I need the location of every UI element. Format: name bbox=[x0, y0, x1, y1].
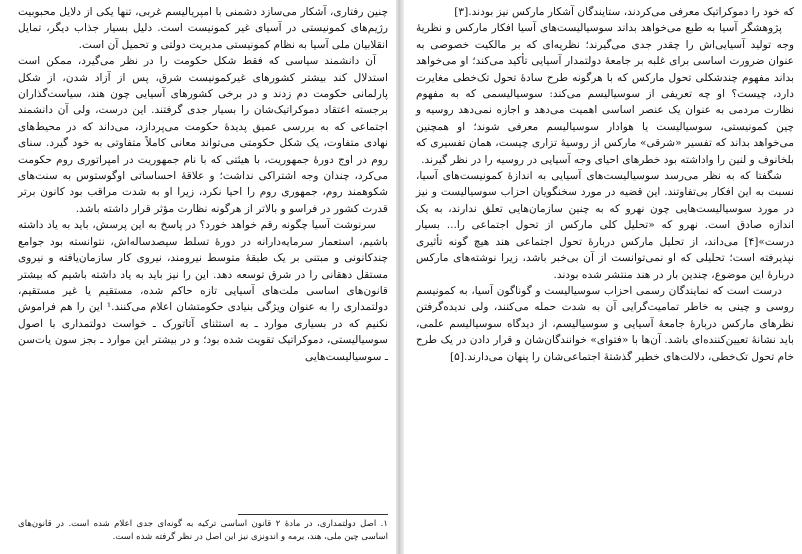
footnote-rule bbox=[238, 514, 388, 515]
footnote: ۱. اصل دولتمداری، در مادهٔ ۲ قانون اساسی ترکیه به گونه‌ای جدی اعلام شده است. در قانون‌های اساسی چین ملی، هند، برمه و اندونزی نیز این اصل در نظر گرفته شده است. bbox=[18, 519, 388, 542]
paragraph: که خود را دموکراتیک معرفی می‌کردند، ستایندگان آشکار مارکس نیز بودند.[۳] bbox=[454, 6, 794, 18]
paragraph: آن دانشمند سیاسی که فقط شکل حکومت را در نظر می‌گیرد، ممکن است استدلال کند بیشتر کشورهای غیرکمونیست شرق، پس از آزاد شدن، از شکل پارلمانی حکومت دم زدند و در برخی کشورهای آسیایی چون هند، سیاست‌گذاران برجسته اعتقاد دموکراتیک‌شان را بسیار جدی گرفتند. این درست، ولی آن دانشمند اجتماعی که به بررسی عمیق پدیدهٔ حکومت می‌پردازد، می‌داند که در محیط‌های نهادی متفاوت، یک شکل حکومتی می‌تواند معانی کاملاً متفاوتی به خود گیرد. سنای روم در اوج دورهٔ جمهوریت، با هیئتی که با نام جمهوریت در امپراتوری روم حکومت می‌کرد، چندان وجه اشتراکی نداشت؛ و علاقهٔ احساساتی اوگوستوس به سنت‌های شکوهمند روم، جمهوری روم را احیا نکرد، زیرا او به شدت مراقب بود کانون برتر قدرت کشور در فراسو و بالاتر از هرگونه نظارت مؤثر قرار داشته باشد. bbox=[18, 55, 388, 215]
right-page bbox=[404, 0, 802, 554]
paragraph: درست است که نمایندگان رسمی احزاب سوسیالیست و گوناگون آسیا، به کمونیسم روسی و چینی به خاطر تمامیت‌گرایی آن به شدت حمله می‌کنند، ولی ندیده‌گرفتن نظرهای مارکس دربارهٔ جامعهٔ آسیایی و سوسیالیسم، از دیدگاه سوسیالیسم علمی، باید نشانهٔ تعیین‌کننده‌ای باشد. آن‌ها با «فتوای» خوانندگان‌شان و قرار دادن در یک طرح خام تحول تک‌خطی، دلالت‌های خطیر گذشتهٔ اجتماعی‌شان را پنهان می‌دارند.[۵] bbox=[416, 284, 794, 363]
paragraph: شگفتا که به نظر می‌رسد سوسیالیست‌های آسیایی به اندازهٔ کمونیست‌های آسیا، نسبت به این افکار بی‌تفاوتند. این قضیه در مورد سخنگویان احزاب سوسیالیست و نیز در مورد سوسیالیست‌هایی چون نهرو که به چنین سازمان‌هایی تعلق ندارند، به یک اندازه صادق است. نهرو که «تحلیل کلی مارکس از تحول اجتماعی را... بسیار درست»[۴] می‌داند، از تحلیل مارکس دربارهٔ تحول اجتماعی هند هیچ گونه تأثیری نپذیرفته است؛ تحلیلی که او نمی‌توانست از آن بی‌خبر باشد، زیرا نوشته‌های مارکس دربارهٔ این موضوع، چندین بار در هند منتشر شده بودند. bbox=[416, 170, 794, 281]
left-page bbox=[0, 0, 396, 554]
right-page-text bbox=[416, 4, 794, 365]
book-gutter bbox=[396, 0, 404, 554]
paragraph: چنین رفتاری، آشکار می‌سازد دشمنی با امپریالیسم غربی، تنها یکی از دلایل محبوبیت رژیم‌های کمونیستی در آسیای غیر کمونیست است. دلیل بسیار جذاب دیگر، تمایل انقلابیان ملی آسیا به نظام کمونیستی مدیریت دولتی و تحمیل آن است. bbox=[18, 6, 388, 51]
paragraph: سرنوشت آسیا چگونه رقم خواهد خورد؟ در پاسخ به این پرسش، باید به یاد داشته باشیم، استعمار سرمایه‌دارانه در دورهٔ تسلط سیصدساله‌اش، نتوانسته بود جوامع چندکانونی و مبتنی بر یک طبقهٔ متوسط نیرومند، نیروی کار سازمان‌یافته و نیروی مستقل دهقانی را در شرق توسعه دهد. این را نیز باید به یاد داشته باشیم که بیشتر قانون‌های اساسی ملت‌های آسیایی تازه حاکم شده، مستقیم یا غیر مستقیم، دولتمداری را به عنوان ویژگی بنیادی حکومتشان اعلام می‌کنند.¹ این را هم فراموش نکنیم که در بسیاری موارد ـ به استثنای آتاتورک ـ خواست دولتمداری با اصول سوسیالیستی، دموکراتیک تقویت شده بود؛ و در بیشتر این موارد ـ بجز سون یات‌سن ـ سوسیالیست‌هایی bbox=[18, 219, 388, 363]
left-page-text bbox=[18, 4, 388, 365]
paragraph: پژوهشگر آسیا به طبع می‌خواهد بداند سوسیالیست‌های آسیا افکار مارکس و نظریهٔ وجه تولید آسیایی‌اش را چقدر جدی می‌گیرند؛ نظریه‌ای که بر مالکیت خصوصی به عنوان ضرورت اساسی برای غلبه بر جامعهٔ دولتمدار آسیایی تأکید می‌کند؛ او می‌خواهد بداند مفهوم چندشکلی تحول مارکس که با هرگونه طرح سادهٔ تحول تک‌خطی مغایرت دارد، چیست؟ او چه تعریفی از سوسیالیسم می‌کند: سوسیالیسمی که به مفهوم نظارت مردمی به عنوان یک عنصر اساسی اهمیت می‌دهد و اجازه نمی‌دهد روسیه و چین کمونیستی، سوسیالیست یا هوادار سوسیالیسم معرفی شوند؛ او همچنین می‌خواهد بداند که تفسیر «شرقی» مارکس از روسیهٔ تزاری چیست، همان تفسیری که بلخانوف و لنین را واداشته بود خطرهای احیای وجه آسیایی در روسیه را در نظر گیرند. bbox=[416, 22, 794, 166]
